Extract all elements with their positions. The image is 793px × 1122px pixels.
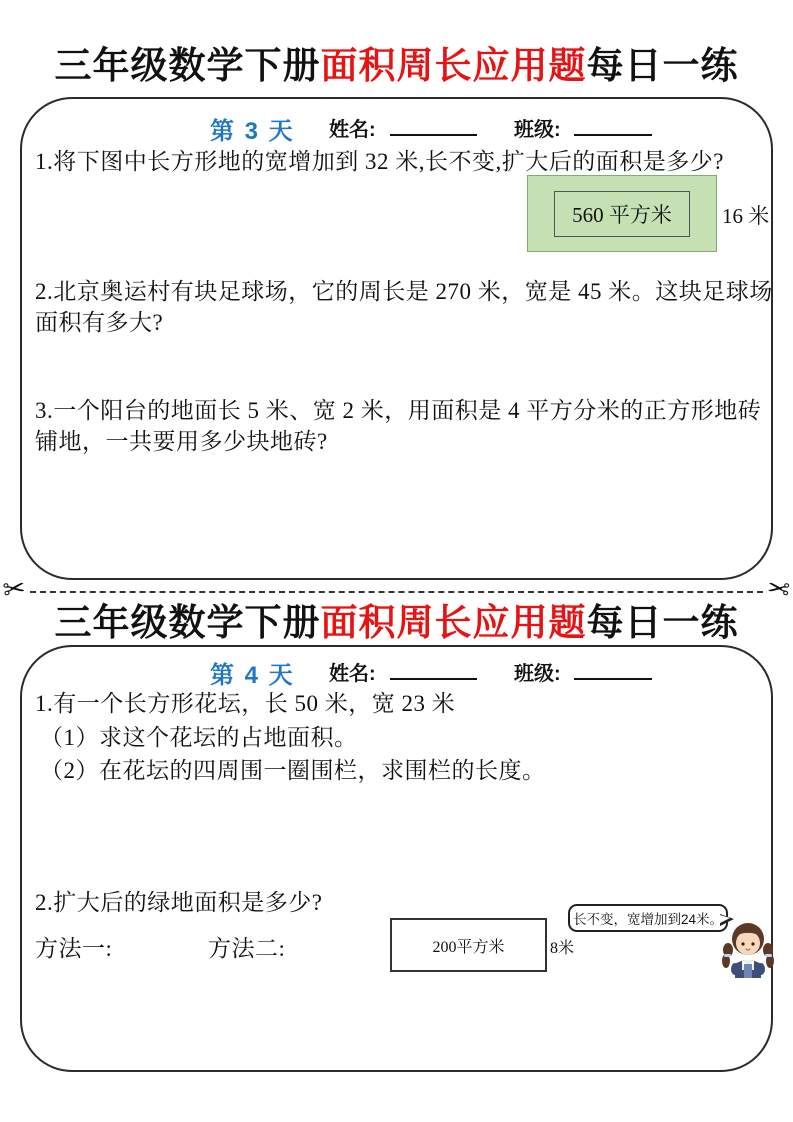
day4-name-blank [390,678,477,680]
day4-sheet [20,645,773,1072]
page-title [0,603,793,645]
speech-bubble: 长不变，宽增加到24米。 [568,904,728,932]
page-title-right: 每日一练 [586,603,739,644]
day4-class-blank [574,678,652,680]
page-title-highlight: 面积周长应用题 [320,46,587,87]
day4-figure-height-label: 8米 [550,940,575,957]
scissors-icon: ✂ [765,572,793,607]
girl-avatar-icon [721,920,775,978]
day4-method-2-label: 方法二: [208,936,286,961]
day3-class-blank [574,134,652,136]
day4-class-label: 班级: [514,663,561,685]
page-title [0,46,793,88]
day3-question-3: 3.一个阳台的地面长 5 米、宽 2 米，用面积是 4 平方分米的正方形地砖铺地，一共要用多少块地砖? [35,398,762,454]
day4-question-1-part2: （2）在花坛的四周围一圈围栏，求围栏的长度。 [40,758,546,783]
day3-question-1: 1.将下图中长方形地的宽增加到 32 米,长不变,扩大后的面积是多少? [35,149,724,174]
day3-figure-area-label: 560 平方米 [554,191,690,237]
day4-figure-area-label: 200平方米 [432,938,505,956]
cut-dashed-line [30,591,763,593]
day4-figure-rectangle [390,918,547,972]
day3-figure-width-label: 16 米 [722,204,770,228]
page-title-left: 三年级数学下册 [54,46,321,87]
day4-label: 第 4 天 [210,662,295,689]
day3-name-blank [390,134,477,136]
scissors-icon: ✂ [0,572,28,607]
day3-label: 第 3 天 [210,118,295,145]
day3-figure-rectangle [527,175,717,252]
page-title-left: 三年级数学下册 [54,603,321,644]
page-title-highlight: 面积周长应用题 [320,603,587,644]
day3-class-label: 班级: [514,119,561,141]
day4-method-1-label: 方法一: [35,936,113,961]
day3-name-label: 姓名: [329,119,376,141]
page-title-right: 每日一练 [586,46,739,87]
day4-question-1-part1: （1）求这个花坛的占地面积。 [40,725,358,750]
day4-name-label: 姓名: [329,663,376,685]
day4-question-1: 1.有一个长方形花坛，长 50 米，宽 23 米 [35,691,456,716]
day4-question-2: 2.扩大后的绿地面积是多少? [35,890,323,915]
day3-sheet [20,97,773,580]
day3-question-2: 2.北京奥运村有块足球场，它的周长是 270 米，宽是 45 米。这块足球场面积有多大? [35,279,773,335]
